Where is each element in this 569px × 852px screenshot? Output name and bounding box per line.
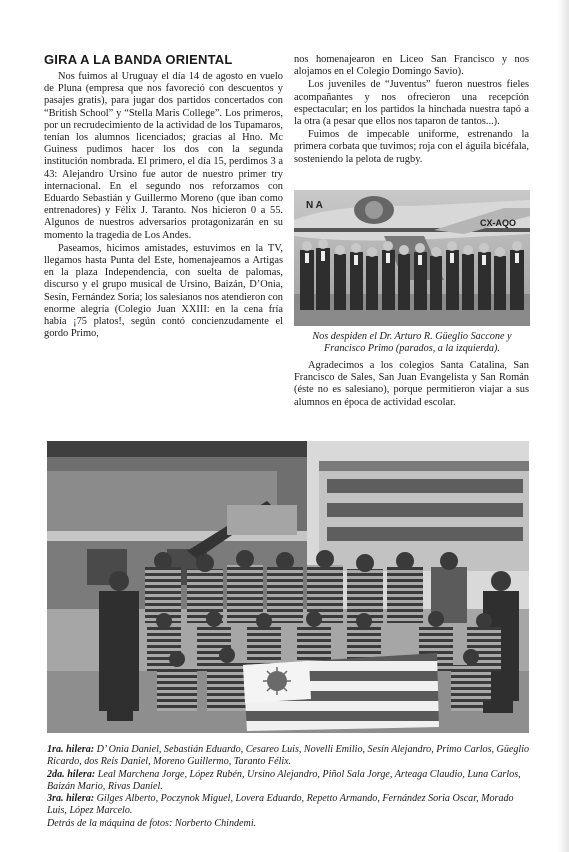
caption-row-1	[47, 744, 533, 769]
plane-nose-letters: N A	[306, 200, 323, 211]
caption-row-2-label: 2da. hilera:	[47, 768, 96, 780]
caption-row-3-names: Gilges Alberto, Poczynok Miguel, Lovera Eduardo, Repetto Armando, Fernández Soria Oscar, Morado Luis, López Marcelo.	[47, 793, 514, 817]
paragraph-continuation: nos homenajearon en Liceo San Francisco y nos alojamos en el Colegio Domingo Savio).	[294, 54, 529, 78]
plane-photo-caption: Nos despiden el Dr. Arturo R. Güeglio Saccone y Francisco Primo (parados, a la izquierda).	[312, 331, 512, 354]
caption-photographer: Detrás de la máquina de fotos: Norberto Chindemi.	[47, 817, 257, 829]
left-column	[44, 71, 283, 340]
paragraph-activities: Paseamos, hicimos amistades, estuvimos en la TV, llegamos hasta Punta del Este, homenajeamos a Artigas en la plaza Independencia, con suelta de palomas, discurso y el grupo musical de Ursino, Baizán, D’Onia, Sesín, Fernández Soria; los salesianos nos atendieron con enorme alegría (Colegio Juan XXIII: en la cena fría había ¡75 platos!, según contó concienzudamente el gordo Primo,	[44, 242, 283, 340]
right-column-top	[294, 54, 529, 166]
paragraph-trip: Nos fuimos al Uruguay el día 14 de agosto en vuelo de Pluna (empresa que nos favoreció con descuentos y pasajes gratis), para jugar dos partidos concertados con “British School” y “Stella Maris College”. Los primeros, por un recrudecimiento de la actividad de los Tupamaros, tenían los alumnos licenciados; gracias al Hno. Mc Guiness pudimos hacer los dos con la segunda institución nombrada. El primero, el día 15, perdimos 3 a 43: Alejandro Ursino fue autor de nuestro primer try internacional. En el segundo nos reforzamos con Eduardo Sebastián y Guillermo Moreno (que iban como entrenadores) y Félix J. Taranto. Nos hicieron 0 a 55. Algunos de nuestros adversarios protagonizarán en su momento la tragedia de Los Andes.	[44, 71, 283, 241]
right-column-bottom	[294, 360, 529, 409]
caption-row-2	[47, 769, 533, 794]
paragraph-uniform: Fuimos de impecable uniforme, estrenando la primera corbata que tuvimos; roja con el águila bicéfala, sosteniendo la pelota de rugby.	[294, 129, 529, 165]
caption-row-3-label: 3ra. hilera:	[47, 793, 95, 805]
paragraph-juventus: Los juveniles de “Juventus” fueron nuestros fieles acompañantes y nos ofrecieron una recepción espectacular; en los partidos la hinchada nuestra tapó a la otra (a pesar que ellos nos taparon de tantos...).	[294, 79, 529, 128]
article-title: GIRA A LA BANDA ORIENTAL	[44, 52, 233, 67]
scan-edge-shadow	[557, 0, 569, 852]
farewell-plane-photo	[294, 190, 530, 326]
plane-registration: CX-AQO	[480, 218, 516, 228]
caption-row-1-names: D’ Onia Daniel, Sebastián Eduardo, Cesareo Luis, Novelli Emilio, Sesín Alejandro, Primo Carlos, Güeglio Ricardo, dos Reis Daniel, Moreno Guillermo, Taranto Félix.	[47, 744, 530, 768]
paragraph-thanks: Agradecimos a los colegios Santa Catalina, San Francisco de Sales, San Juan Evangelista y San Román (éste no es salesiano), porque permitieron viajar a sus alumnos en época de actividad escolar.	[294, 360, 529, 408]
caption-row-2-names: Leal Marchena Jorge, López Rubén, Ursino Alejandro, Piñol Sala Jorge, Arteaga Claudio, Luna Carlos, Baizán Mario, Rivas Daniel.	[47, 768, 521, 792]
caption-row-1-label: 1ra. hilera:	[47, 744, 95, 755]
caption-row-3	[47, 793, 533, 818]
team-photo-caption	[47, 744, 533, 830]
team-photo	[47, 441, 529, 733]
